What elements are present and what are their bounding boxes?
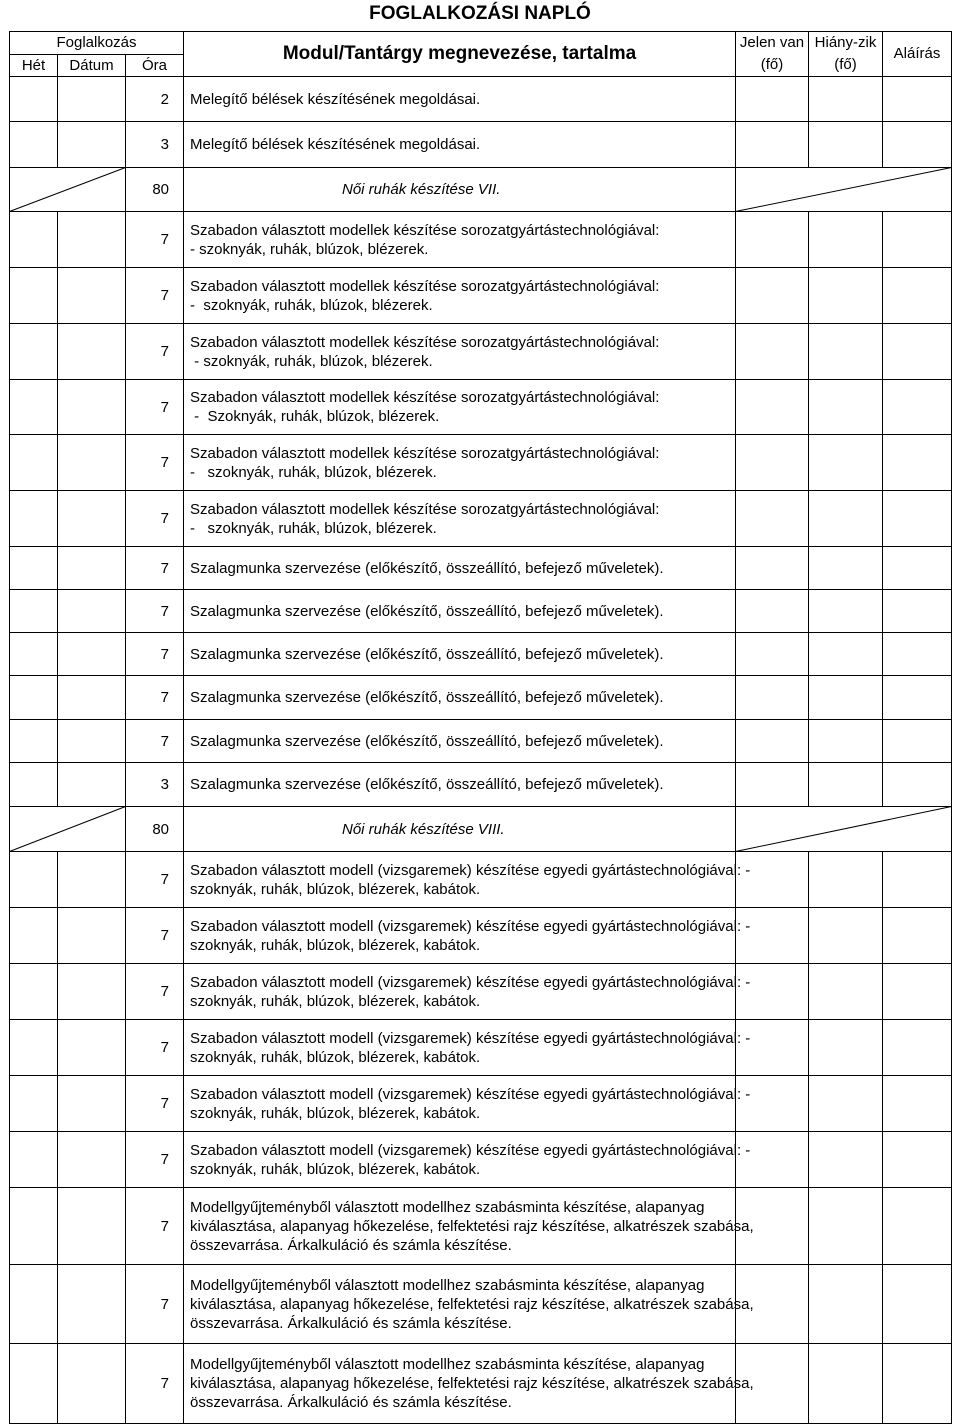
datum-cell[interactable] — [58, 435, 126, 491]
section-title-cell — [184, 807, 736, 852]
hiany-cell[interactable] — [809, 122, 883, 168]
table-row — [10, 590, 952, 633]
alairas-cell[interactable] — [883, 763, 952, 807]
hiany-cell[interactable] — [809, 590, 883, 633]
hiany-cell[interactable] — [809, 268, 883, 324]
het-cell[interactable] — [10, 633, 58, 676]
table-row — [10, 212, 952, 268]
ora-cell: 7 — [126, 1076, 184, 1132]
content-line: Szabadon választott modell (vizsgaremek) készítése egyedi gyártástechnológiával: - — [190, 1085, 751, 1103]
het-cell[interactable] — [10, 324, 58, 380]
content-line: - szoknyák, ruhák, blúzok, blézerek. — [190, 240, 429, 258]
table-row — [10, 676, 952, 720]
hiany-fo-header: (fő) — [809, 55, 883, 77]
alairas-cell[interactable] — [883, 1344, 952, 1424]
datum-cell[interactable] — [58, 720, 126, 763]
alairas-header: Aláírás — [883, 32, 952, 77]
ora-cell: 7 — [126, 964, 184, 1020]
journal-table — [9, 31, 952, 1424]
jelen-van-cell[interactable] — [736, 964, 809, 1020]
hiany-cell[interactable] — [809, 1265, 883, 1344]
content-line: Szabadon választott modellek készítése sorozatgyártástechnológiával: — [190, 500, 660, 518]
ora-cell: 7 — [126, 491, 184, 547]
content-cell — [184, 964, 751, 1020]
alairas-cell[interactable] — [883, 590, 952, 633]
het-cell[interactable] — [10, 268, 58, 324]
content-line: Szalagmunka szervezése (előkészítő, összeállító, befejező műveletek). — [190, 602, 664, 620]
content-line: Melegítő bélések készítésének megoldásai. — [190, 90, 481, 108]
content-cell — [184, 1265, 754, 1344]
table-row — [10, 1020, 952, 1076]
alairas-cell[interactable] — [883, 964, 952, 1020]
ora-cell: 7 — [126, 547, 184, 590]
table-row — [10, 1344, 952, 1424]
ora-cell: 7 — [126, 852, 184, 908]
content-line: összevarrása. Árkalkuláció és számla készítése. — [190, 1314, 512, 1332]
datum-cell[interactable] — [58, 491, 126, 547]
alairas-cell[interactable] — [883, 435, 952, 491]
jelen-van-cell[interactable] — [736, 491, 809, 547]
ora-header: Óra — [126, 55, 184, 77]
content-line: Modellgyűjteményből választott modellhez szabásminta készítése, alapanyag — [190, 1198, 705, 1216]
content-cell — [184, 633, 736, 676]
datum-cell[interactable] — [58, 590, 126, 633]
het-cell[interactable] — [10, 1132, 58, 1188]
het-cell[interactable] — [10, 964, 58, 1020]
jelen-van-cell[interactable] — [736, 1132, 809, 1188]
section-row — [10, 807, 952, 852]
content-line: kiválasztása, alapanyag hőkezelése, felfektetési rajz készítése, alkatrészek szabása, — [190, 1295, 754, 1313]
ora-cell: 7 — [126, 720, 184, 763]
alairas-cell[interactable] — [883, 720, 952, 763]
content-line: - szoknyák, ruhák, blúzok, blézerek. — [190, 352, 433, 370]
datum-cell[interactable] — [58, 380, 126, 435]
content-line: Szabadon választott modellek készítése sorozatgyártástechnológiával: — [190, 221, 660, 239]
content-line: Modellgyűjteményből választott modellhez szabásminta készítése, alapanyag — [190, 1276, 705, 1294]
ora-cell: 7 — [126, 212, 184, 268]
hiany-cell[interactable] — [809, 1344, 883, 1424]
het-cell[interactable] — [10, 1076, 58, 1132]
hiany-cell[interactable] — [809, 77, 883, 122]
jelen-van-cell[interactable] — [736, 324, 809, 380]
table-row — [10, 77, 952, 122]
ora-cell: 7 — [126, 633, 184, 676]
het-cell[interactable] — [10, 435, 58, 491]
section-title-cell — [184, 168, 736, 212]
content-cell — [184, 491, 736, 547]
het-cell[interactable] — [10, 212, 58, 268]
alairas-cell[interactable] — [883, 676, 952, 720]
content-line: Modellgyűjteményből választott modellhez szabásminta készítése, alapanyag — [190, 1356, 705, 1373]
alairas-cell[interactable] — [883, 633, 952, 676]
alairas-cell[interactable] — [883, 491, 952, 547]
table-row — [10, 720, 952, 763]
content-cell — [184, 763, 736, 807]
datum-cell[interactable] — [58, 212, 126, 268]
jelen-van-cell[interactable] — [736, 676, 809, 720]
table-row — [10, 1265, 952, 1344]
het-cell[interactable] — [10, 1265, 58, 1344]
het-cell[interactable] — [10, 77, 58, 122]
content-line: kiválasztása, alapanyag hőkezelése, felfektetési rajz készítése, alkatrészek szabása, — [190, 1375, 754, 1392]
content-line: összevarrása. Árkalkuláció és számla készítése. — [190, 1394, 512, 1411]
ora-cell: 80 — [126, 168, 184, 212]
content-line: szoknyák, ruhák, blúzok, blézerek, kabátok. — [190, 1104, 481, 1122]
content-line: szoknyák, ruhák, blúzok, blézerek, kabátok. — [190, 936, 481, 954]
jelen-van-cell[interactable] — [736, 763, 809, 807]
alairas-cell[interactable] — [883, 268, 952, 324]
section-diagonal-cell — [736, 168, 952, 212]
datum-cell[interactable] — [58, 1020, 126, 1076]
het-cell[interactable] — [10, 122, 58, 168]
foglalkozas-header: Foglalkozás — [10, 32, 184, 55]
content-cell — [184, 268, 736, 324]
content-cell — [184, 852, 751, 908]
alairas-cell[interactable] — [883, 1020, 952, 1076]
hiany-cell[interactable] — [809, 676, 883, 720]
content-cell — [184, 77, 736, 122]
het-cell[interactable] — [10, 908, 58, 964]
hiany-cell[interactable] — [809, 1132, 883, 1188]
content-line: kiválasztása, alapanyag hőkezelése, felfektetési rajz készítése, alkatrészek szabása, — [190, 1217, 754, 1235]
datum-cell[interactable] — [58, 633, 126, 676]
table-row — [10, 1076, 952, 1132]
ora-cell: 3 — [126, 122, 184, 168]
hiany-cell[interactable] — [809, 491, 883, 547]
ora-cell: 80 — [126, 807, 184, 852]
hiany-cell[interactable] — [809, 1076, 883, 1132]
datum-cell[interactable] — [58, 1344, 126, 1424]
table-row — [10, 547, 952, 590]
content-cell — [184, 590, 736, 633]
datum-cell[interactable] — [58, 324, 126, 380]
ora-cell: 7 — [126, 590, 184, 633]
datum-cell[interactable] — [58, 763, 126, 807]
datum-cell[interactable] — [58, 852, 126, 908]
ora-cell: 7 — [126, 1188, 184, 1265]
jelen-van-cell[interactable] — [736, 122, 809, 168]
het-cell[interactable] — [10, 491, 58, 547]
content-line: összevarrása. Árkalkuláció és számla készítése. — [190, 1236, 512, 1254]
content-line: szoknyák, ruhák, blúzok, blézerek, kabátok. — [190, 992, 481, 1010]
hiany-cell[interactable] — [809, 964, 883, 1020]
alairas-cell[interactable] — [883, 122, 952, 168]
ora-cell: 7 — [126, 1265, 184, 1344]
jelen-van-cell[interactable] — [736, 1076, 809, 1132]
content-line: Szabadon választott modell (vizsgaremek) készítése egyedi gyártástechnológiával: - — [190, 973, 751, 991]
datum-cell[interactable] — [58, 122, 126, 168]
content-line: Szabadon választott modell (vizsgaremek) készítése egyedi gyártástechnológiával: - — [190, 861, 751, 879]
section-title: Női ruhák készítése VII. — [342, 181, 501, 198]
hiany-cell[interactable] — [809, 852, 883, 908]
hiany-cell[interactable] — [809, 633, 883, 676]
datum-cell[interactable] — [58, 1265, 126, 1344]
content-cell — [184, 1020, 751, 1076]
table-row — [10, 908, 952, 964]
jelen-van-cell[interactable] — [736, 77, 809, 122]
content-cell — [184, 1188, 754, 1265]
het-cell[interactable] — [10, 676, 58, 720]
jelen-van-cell[interactable] — [736, 633, 809, 676]
jelen-van-cell[interactable] — [736, 720, 809, 763]
ora-cell: 7 — [126, 435, 184, 491]
content-line: - Szoknyák, ruhák, blúzok, blézerek. — [190, 408, 440, 425]
table-row — [10, 1188, 952, 1265]
het-cell[interactable] — [10, 380, 58, 435]
content-cell — [184, 1076, 751, 1132]
table-row — [10, 380, 952, 435]
content-cell — [184, 380, 736, 435]
het-header: Hét — [10, 55, 58, 77]
content-line: Szabadon választott modell (vizsgaremek) készítése egyedi gyártástechnológiával: - — [190, 917, 751, 935]
section-row — [10, 168, 952, 212]
content-cell — [184, 1132, 751, 1188]
datum-cell[interactable] — [58, 676, 126, 720]
ora-cell: 3 — [126, 763, 184, 807]
datum-cell[interactable] — [58, 1188, 126, 1265]
alairas-cell[interactable] — [883, 324, 952, 380]
het-cell[interactable] — [10, 547, 58, 590]
content-line: Szalagmunka szervezése (előkészítő, összeállító, befejező műveletek). — [190, 559, 664, 577]
section-diagonal-cell — [10, 168, 126, 212]
hiany-cell[interactable] — [809, 324, 883, 380]
ora-cell: 7 — [126, 324, 184, 380]
content-line: Melegítő bélések készítésének megoldásai. — [190, 136, 481, 153]
section-diagonal-cell — [736, 807, 952, 852]
alairas-cell[interactable] — [883, 380, 952, 435]
modul-header: Modul/Tantárgy megnevezése, tartalma — [184, 32, 736, 77]
jelen-van-cell[interactable] — [736, 435, 809, 491]
section-diagonal-cell — [10, 807, 126, 852]
content-cell — [184, 676, 736, 720]
content-cell — [184, 324, 736, 380]
jelen-van-cell[interactable] — [736, 908, 809, 964]
content-line: Szalagmunka szervezése (előkészítő, összeállító, befejező műveletek). — [190, 732, 664, 750]
datum-cell[interactable] — [58, 547, 126, 590]
het-cell[interactable] — [10, 1020, 58, 1076]
hiany-cell[interactable] — [809, 547, 883, 590]
table-row — [10, 763, 952, 807]
content-cell — [184, 212, 736, 268]
content-line: Szabadon választott modellek készítése sorozatgyártástechnológiával: — [190, 389, 660, 406]
content-line: - szoknyák, ruhák, blúzok, blézerek. — [190, 519, 437, 537]
ora-cell: 7 — [126, 676, 184, 720]
datum-cell[interactable] — [58, 1132, 126, 1188]
table-row — [10, 852, 952, 908]
alairas-cell[interactable] — [883, 1265, 952, 1344]
jelen-van-cell[interactable] — [736, 852, 809, 908]
hiany-cell[interactable] — [809, 1020, 883, 1076]
alairas-cell[interactable] — [883, 1188, 952, 1265]
table-row — [10, 324, 952, 380]
alairas-cell[interactable] — [883, 77, 952, 122]
hiany-cell[interactable] — [809, 720, 883, 763]
alairas-cell[interactable] — [883, 1132, 952, 1188]
datum-cell[interactable] — [58, 964, 126, 1020]
ora-cell: 7 — [126, 380, 184, 435]
page-title: FOGLALKOZÁSI NAPLÓ — [369, 3, 591, 24]
ora-cell: 7 — [126, 1020, 184, 1076]
content-line: Szabadon választott modellek készítése sorozatgyártástechnológiával: — [190, 444, 660, 462]
content-line: Szabadon választott modellek készítése sorozatgyártástechnológiával: — [190, 277, 660, 295]
content-line: Szalagmunka szervezése (előkészítő, összeállító, befejező műveletek). — [190, 776, 664, 793]
hiany-cell[interactable] — [809, 380, 883, 435]
content-line: Szabadon választott modellek készítése sorozatgyártástechnológiával: — [190, 333, 660, 351]
content-line: Szabadon választott modell (vizsgaremek) készítése egyedi gyártástechnológiával: - — [190, 1029, 751, 1047]
alairas-cell[interactable] — [883, 908, 952, 964]
content-line: Szabadon választott modell (vizsgaremek) készítése egyedi gyártástechnológiával: - — [190, 1141, 751, 1159]
content-cell — [184, 547, 736, 590]
hiany-cell[interactable] — [809, 212, 883, 268]
ora-cell: 2 — [126, 77, 184, 122]
table-row — [10, 633, 952, 676]
hiany-cell[interactable] — [809, 763, 883, 807]
jelen-van-cell[interactable] — [736, 268, 809, 324]
content-cell — [184, 122, 736, 168]
jelen-van-cell[interactable] — [736, 590, 809, 633]
alairas-cell[interactable] — [883, 212, 952, 268]
het-cell[interactable] — [10, 1344, 58, 1424]
content-line: szoknyák, ruhák, blúzok, blézerek, kabátok. — [190, 1048, 481, 1066]
table-row — [10, 122, 952, 168]
datum-cell[interactable] — [58, 268, 126, 324]
header-row-top — [10, 32, 952, 55]
datum-cell[interactable] — [58, 1076, 126, 1132]
het-cell[interactable] — [10, 590, 58, 633]
datum-cell[interactable] — [58, 77, 126, 122]
alairas-cell[interactable] — [883, 1076, 952, 1132]
alairas-cell[interactable] — [883, 547, 952, 590]
hiany-cell[interactable] — [809, 908, 883, 964]
het-cell[interactable] — [10, 720, 58, 763]
table-row — [10, 1132, 952, 1188]
section-title: Női ruhák készítése VIII. — [342, 820, 505, 838]
jelen-van-cell[interactable] — [736, 1020, 809, 1076]
content-cell — [184, 908, 751, 964]
content-line: Szalagmunka szervezése (előkészítő, összeállító, befejező műveletek). — [190, 645, 664, 663]
content-line: szoknyák, ruhák, blúzok, blézerek, kabátok. — [190, 880, 481, 898]
jelen-fo-header: (fő) — [736, 55, 809, 77]
table-row — [10, 268, 952, 324]
datum-header: Dátum — [58, 55, 126, 77]
ora-cell: 7 — [126, 268, 184, 324]
alairas-cell[interactable] — [883, 852, 952, 908]
jelen-van-header: Jelen van — [736, 32, 809, 55]
jelen-van-cell[interactable] — [736, 212, 809, 268]
jelen-van-cell[interactable] — [736, 547, 809, 590]
ora-cell: 7 — [126, 908, 184, 964]
content-cell — [184, 720, 736, 763]
datum-cell[interactable] — [58, 908, 126, 964]
het-cell[interactable] — [10, 763, 58, 807]
content-line: szoknyák, ruhák, blúzok, blézerek, kabátok. — [190, 1160, 481, 1178]
hiany-cell[interactable] — [809, 1188, 883, 1265]
het-cell[interactable] — [10, 1188, 58, 1265]
content-line: - szoknyák, ruhák, blúzok, blézerek. — [190, 463, 437, 481]
table-row — [10, 435, 952, 491]
content-line: Szalagmunka szervezése (előkészítő, összeállító, befejező műveletek). — [190, 689, 664, 706]
content-cell — [184, 1344, 754, 1424]
hiany-cell[interactable] — [809, 435, 883, 491]
hiany-header: Hiány-zik — [809, 32, 883, 55]
ora-cell: 7 — [126, 1344, 184, 1424]
content-line: - szoknyák, ruhák, blúzok, blézerek. — [190, 296, 433, 314]
content-cell — [184, 435, 736, 491]
het-cell[interactable] — [10, 852, 58, 908]
table-row — [10, 964, 952, 1020]
table-row — [10, 491, 952, 547]
ora-cell: 7 — [126, 1132, 184, 1188]
jelen-van-cell[interactable] — [736, 380, 809, 435]
